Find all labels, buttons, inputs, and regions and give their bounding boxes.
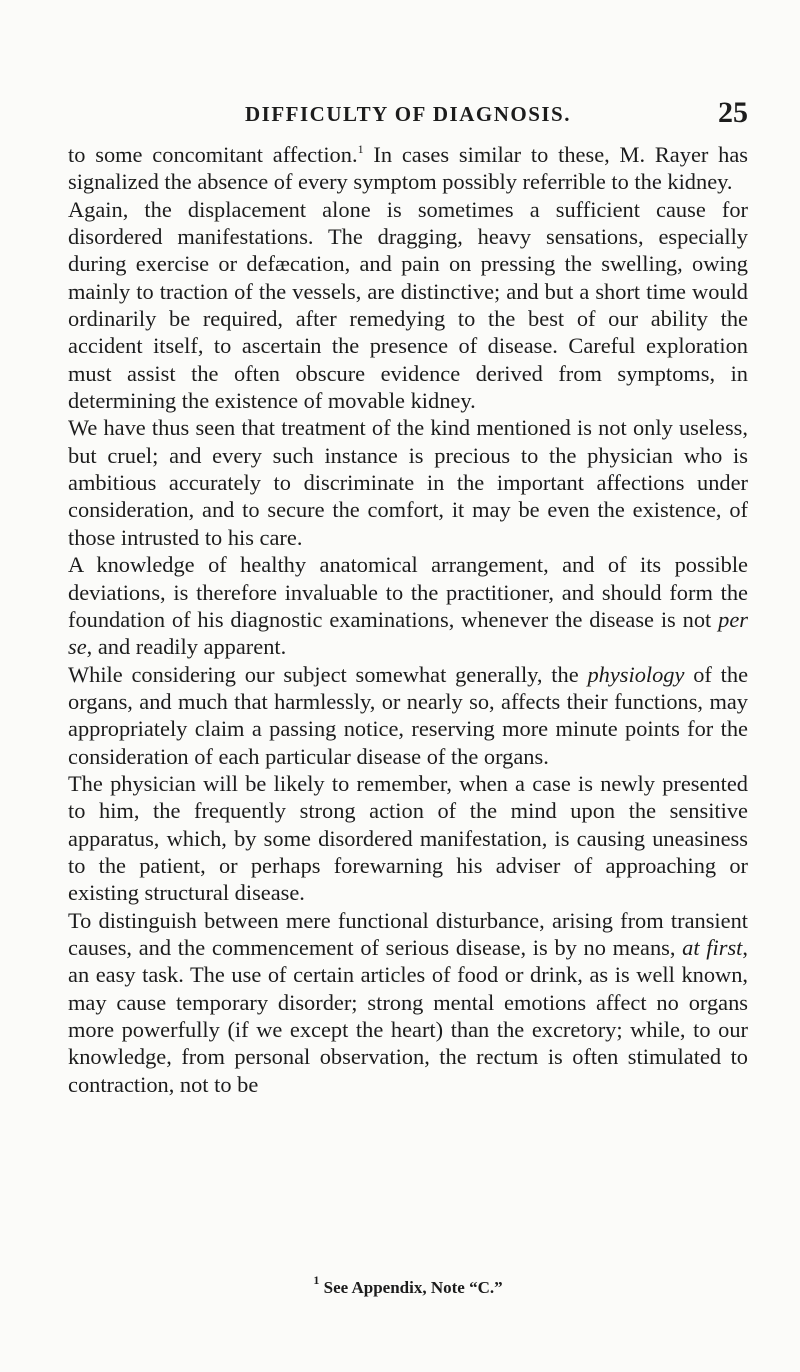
- paragraph-2: Again, the displacement alone is sometimes a sufficient cause for disordered manifestations. The dragging, heavy sensations, especially during exercise or defæcation, and pain on pressing the swelling, owing mainly to traction of the vessels, are distinctive; and but a short time would ordinarily be required, after remedying to the best of our ability the accident itself, to ascertain the presence of disease. Careful exploration must assist the often obscure evidence derived from symptoms, in determining the existence of movable kidney.: [68, 196, 748, 414]
- paragraph-5: While considering our subject somewhat generally, the physiology of the organs, and much that harmlessly, or nearly so, affects their functions, may appropriately claim a passing notice, reserving more minute points for the consideration of each particular disease of the organs.: [68, 661, 749, 769]
- footnote: $^1$ See Appendix, Note “C.”: [313, 1273, 503, 1297]
- paragraph-7: To distinguish between mere functional disturbance, arising from transient causes, and the commencement of serious disease, is by no means, at first, an easy task. The use of certain articles of food or drink, as is well known, may cause temporary disorder; strong mental emotions affect no organs more powerfully (if we except the heart) than the excretory; while, to our knowledge, from personal observation, the rectum is often stimulated to contraction, not to be: [68, 907, 749, 1097]
- italic-phrase: physiology: [587, 661, 685, 687]
- italic-phrase: at first: [682, 934, 743, 960]
- paragraph-3: We have thus seen that treatment of the kind mentioned is not only useless, but cruel; and every such instance is precious to the physician who is ambitious accurately to discriminate in the important affections under consideration, and to secure the comfort, it may be even the existence, of those intrusted to his care.: [68, 415, 748, 550]
- footnote-mark: 1: [313, 1273, 320, 1287]
- paragraph-4: A knowledge of healthy anatomical arrangement, and of its possible deviations, is therefore invaluable to the practitioner, and should form the foundation of his diagnostic examinations, whenever the disease is not per se, and readily apparent.: [68, 552, 748, 660]
- paragraph-1: to some concomitant affection.$^1$ In cases similar to these, M. Rayer has signalized the absence of every symptom possibly referrible to the kidney.: [68, 142, 748, 195]
- italic-phrase: per se: [68, 606, 748, 660]
- footnote-marker: 1: [357, 142, 364, 156]
- running-title: DIFFICULTY OF DIAGNOSIS.: [245, 102, 571, 126]
- running-header: [68, 96, 748, 132]
- body-text: [68, 141, 748, 1098]
- paragraph-6: The physician will be likely to remember, when a case is newly presented to him, the frequently strong action of the mind upon the sensitive apparatus, which, by some disordered manifestation, is causing uneasiness to the patient, or perhaps forewarning his adviser of approaching or existing structural disease.: [68, 770, 748, 906]
- page-number: 25: [718, 96, 748, 129]
